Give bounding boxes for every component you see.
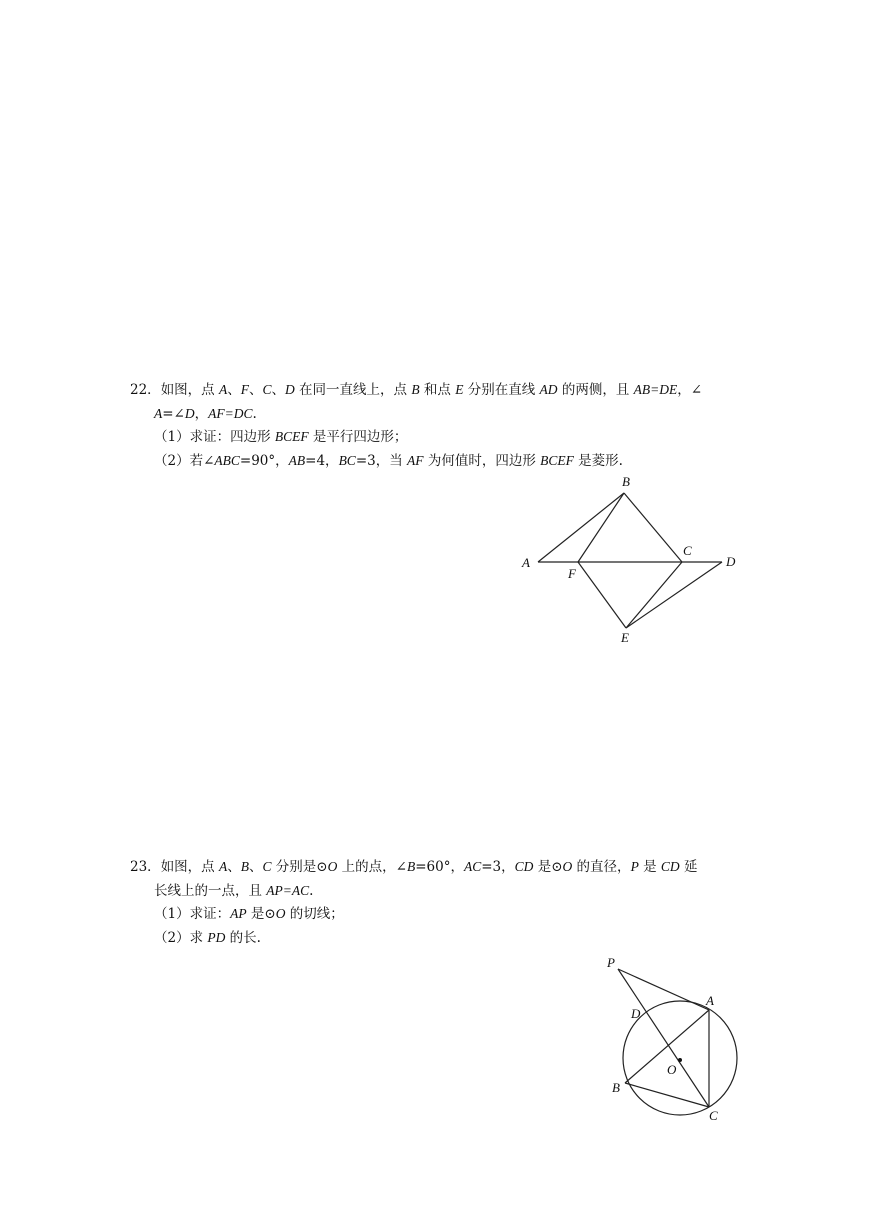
problem-23-question-2: （2）求 PD 的长.	[154, 930, 261, 946]
label-C: C	[709, 1108, 718, 1123]
problem-number: 23．	[130, 859, 161, 875]
label-O: O	[667, 1062, 677, 1077]
label-A: A	[522, 555, 530, 570]
problem-22-question-1: （1）求证：四边形 BCEF 是平行四边形；	[154, 429, 408, 445]
label-D: D	[726, 554, 736, 569]
label-E: E	[621, 630, 629, 645]
label-C: C	[683, 543, 692, 558]
label-F: F	[568, 566, 576, 581]
problem-22-stem-line1: 22．如图，点 A、F、C、D 在同一直线上，点 B 和点 E 分别在直线 AD 的两侧，且 AB=DE，∠	[130, 382, 703, 398]
label-A: A	[706, 993, 714, 1008]
label-B: B	[622, 474, 630, 489]
label-D: D	[631, 1006, 641, 1021]
problem-23-question-1: （1）求证：AP 是⊙O 的切线；	[154, 906, 344, 922]
center-dot	[678, 1058, 682, 1062]
problem-23-stem-line1: 23．如图，点 A、B、C 分别是⊙O 上的点，∠B=60°，AC=3，CD 是⊙O 的直径，P 是 CD 延	[130, 859, 698, 875]
label-P: P	[607, 955, 615, 970]
label-B: B	[612, 1080, 620, 1095]
problem-23-stem-line2: 长线上的一点，且 AP=AC.	[154, 883, 314, 899]
problem-number: 22．	[130, 382, 161, 398]
problem-22-question-2: （2）若∠ABC=90°，AB=4，BC=3，当 AF 为何值时，四边形 BCEF 是菱形.	[154, 453, 623, 469]
problem-22-stem-line2: A=∠D，AF=DC.	[154, 406, 257, 422]
segment-BC	[625, 1083, 709, 1107]
